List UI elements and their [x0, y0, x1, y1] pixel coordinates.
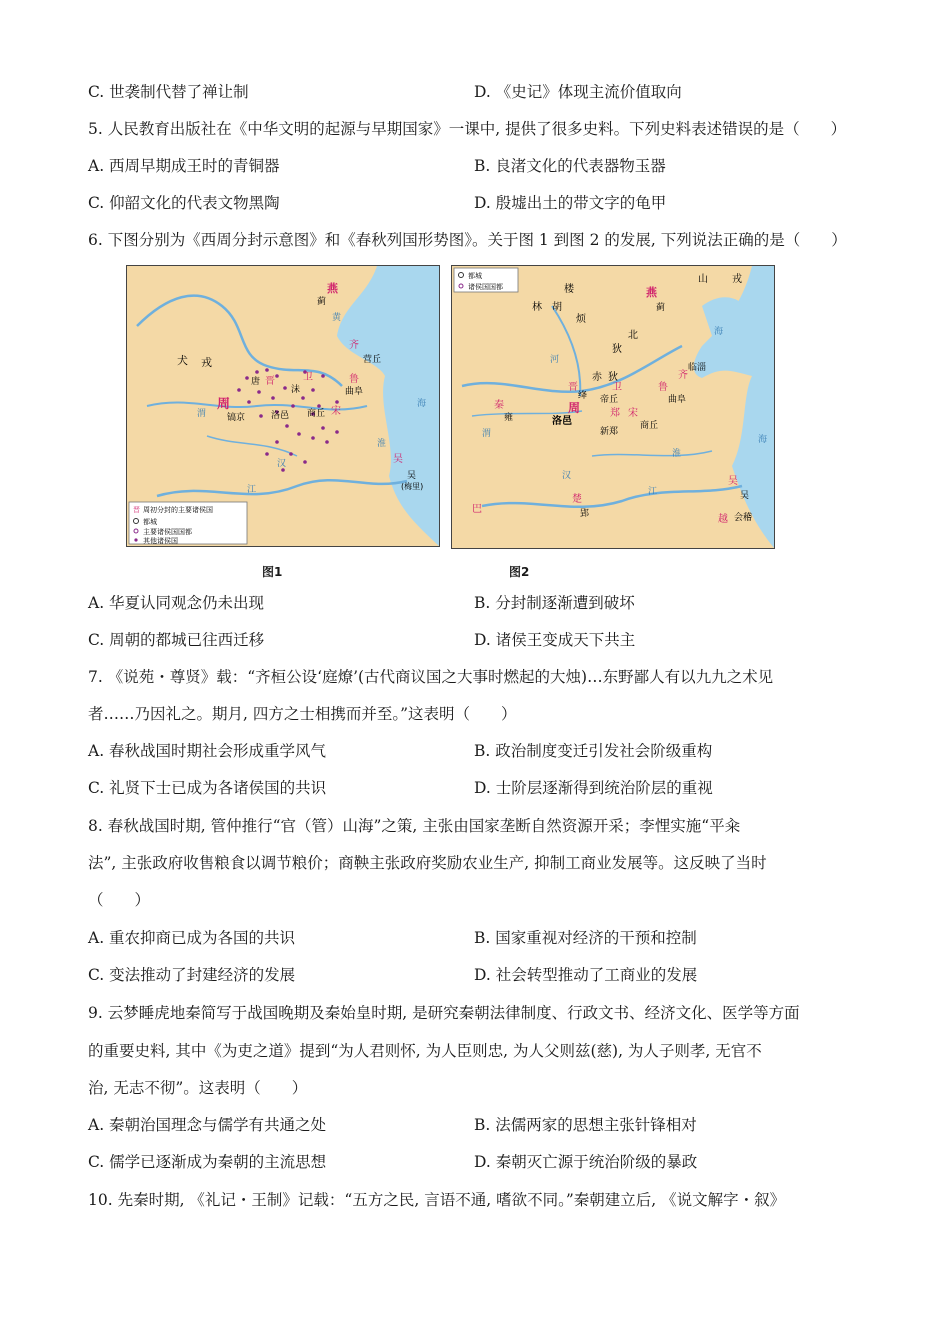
fig1-minor-state-dot [321, 374, 325, 378]
q8-stem-line-2: 法”, 主张政府收售粮食以调节粮价；商鞅主张政府奖励农业生产, 抑制工商业发展等。这反映了当时 [88, 854, 767, 872]
fig2-label: 烦 [576, 314, 586, 325]
fig2-label: 周 [568, 401, 581, 415]
fig1-legend-item: 都城 [143, 518, 157, 526]
fig1-label: 唐 [251, 377, 261, 387]
fig2-label: 郑 [610, 408, 620, 419]
fig1-label: 晋 [265, 376, 275, 387]
fig2-label: 吴 [740, 491, 750, 501]
q7-stem-line-2: 者……乃因礼之。期月, 四方之士相携而并至。”这表明（ ） [88, 705, 517, 723]
fig1-minor-state-dot [283, 386, 287, 390]
q8-option-a: A. 重农抑商已成为各国的共识 [88, 929, 296, 947]
fig2-label: 秦 [494, 400, 504, 411]
q6-stem: 6. 下图分别为《西周分封示意图》和《春秋列国形势图》。关于图 1 到图 2 的发展, 下列说法正确的是（ ） [88, 231, 847, 249]
q4-option-c: C. 世袭制代替了禅让制 [88, 83, 249, 101]
fig2-label: 越 [718, 514, 728, 525]
q5-option-c: C. 仰韶文化的代表文物黑陶 [88, 194, 280, 212]
q9-stem-line-2: 的重要史料, 其中《为吏之道》提到“为人君则怀, 为人臣则忠, 为人父则兹(慈), 为人子则孝, 无官不 [88, 1042, 762, 1060]
fig2-label: 晋 [568, 382, 578, 393]
q9-option-b: B. 法儒两家的思想主张针锋相对 [474, 1116, 697, 1134]
fig1-minor-state-dot [247, 400, 251, 404]
fig1-minor-state-dot [265, 452, 269, 456]
fig2-label: 戎 [732, 274, 742, 285]
q9-option-a: A. 秦朝治国理念与儒学有共通之处 [88, 1116, 327, 1134]
fig2-label: 雍 [504, 413, 514, 423]
fig2-label: 会稽 [734, 513, 753, 523]
q8-option-c: C. 变法推动了封建经济的发展 [88, 966, 296, 984]
q7-stem-line-1: 7. 《说苑・尊贤》载：“齐桓公设‘庭燎’(古代商议国之大事时燃起的大烛)…东野鄙人有以九九之术见 [88, 668, 774, 686]
q8-option-b: B. 国家重视对经济的干预和控制 [474, 929, 697, 947]
fig2-label: 新郑 [600, 427, 619, 437]
q9-option-d: D. 秦朝灭亡源于统治阶级的暴政 [474, 1153, 698, 1171]
fig2-label: 宋 [628, 408, 638, 419]
q5-option-a: A. 西周早期成王时的青铜器 [88, 157, 280, 175]
fig2-label: 淮 [672, 449, 682, 459]
fig1-minor-state-dot [285, 424, 289, 428]
fig1-label: 燕 [327, 282, 338, 295]
fig2-label: 临淄 [688, 363, 707, 373]
fig1-label: 曲阜 [345, 387, 364, 397]
q7-option-c: C. 礼贤下士已成为各诸侯国的共识 [88, 779, 327, 797]
fig2-label: 商丘 [640, 421, 659, 431]
fig1-legend-item: 主要诸侯国国都 [143, 528, 192, 536]
fig1-label: 镐京 [227, 413, 246, 423]
q6-option-a: A. 华夏认同观念仍未出现 [88, 594, 265, 612]
fig1-minor-state-dot [301, 396, 305, 400]
q6-option-d: D. 诸侯王变成天下共主 [474, 631, 636, 649]
q6-option-c: C. 周朝的都城已往西迁移 [88, 631, 265, 649]
fig2-label: 曲阜 [668, 395, 687, 405]
fig2-label: 河 [550, 355, 560, 365]
fig1-label: 营丘 [363, 355, 382, 365]
fig1-minor-state-dot [255, 370, 259, 374]
fig2-label: 卫 [612, 382, 622, 393]
q5-option-b: B. 良渚文化的代表器物玉器 [474, 157, 666, 175]
figure-1-caption: 图1 [262, 565, 283, 579]
fig1-label: 商丘 [307, 409, 326, 419]
fig1-label: 吴 [407, 471, 417, 481]
q4-option-d: D. 《史记》体现主流价值取向 [474, 83, 682, 101]
q7-option-d: D. 士阶层逐渐得到统治阶层的重视 [474, 779, 713, 797]
fig1-label: 海 [417, 399, 427, 409]
fig2-label: 洛邑 [552, 416, 572, 427]
fig1-minor-state-dot [265, 368, 269, 372]
q9-stem-line-3: 治, 无志不彻”。这表明（ ） [88, 1079, 308, 1097]
fig1-label: (梅里) [401, 482, 424, 491]
fig1-minor-state-dot [271, 396, 275, 400]
fig1-minor-state-dot [289, 452, 293, 456]
fig2-label: 楼 [564, 284, 574, 295]
q5-stem: 5. 人民教育出版社在《中华文明的起源与早期国家》一课中, 提供了很多史料。下列史料表述错误的是（ ） [88, 120, 847, 138]
fig2-label: 狄 [608, 372, 618, 383]
fig1-label: 黄 [332, 313, 342, 323]
fig1-label: 吴 [393, 454, 403, 465]
q7-option-b: B. 政治制度变迁引发社会阶级重构 [474, 742, 713, 760]
fig1-minor-state-dot [325, 440, 329, 444]
fig1-legend-item: 周初分封的主要诸侯国 [143, 506, 213, 514]
q5-option-d: D. 殷墟出土的带文字的龟甲 [474, 194, 667, 212]
q8-option-d: D. 社会转型推动了工商业的发展 [474, 966, 698, 984]
fig1-label: 卫 [303, 372, 313, 383]
fig1-label: 淮 [377, 439, 387, 449]
fig2-label: 林 [532, 302, 542, 313]
figure-2-caption: 图2 [509, 565, 530, 579]
fig2-label: 海 [714, 327, 724, 337]
fig1-label: 蓟 [317, 297, 327, 307]
svg-text:晋: 晋 [133, 506, 140, 514]
fig2-label: 齐 [678, 370, 688, 381]
figure-1-map [126, 265, 440, 547]
fig2-label: 北 [628, 330, 638, 341]
q9-option-c: C. 儒学已逐渐成为秦朝的主流思想 [88, 1153, 327, 1171]
fig2-label: 山 [698, 274, 708, 285]
fig2-label: 巴 [472, 504, 482, 515]
fig2-label: 狄 [612, 344, 622, 355]
fig1-legend-item: 其他诸侯国 [143, 537, 178, 545]
fig2-label: 楚 [572, 494, 582, 505]
fig1-label: 江 [247, 485, 257, 495]
fig2-legend-item: 都城 [468, 272, 482, 280]
fig1-label: 周 [217, 397, 231, 412]
fig1-minor-state-dot [297, 432, 301, 436]
fig1-minor-state-dot [311, 388, 315, 392]
fig2-label: 蓟 [656, 303, 666, 313]
fig2-label: 胡 [552, 302, 562, 313]
fig1-minor-state-dot [237, 388, 241, 392]
fig1-minor-state-dot [317, 404, 321, 408]
fig1-label: 鲁 [349, 374, 359, 385]
fig2-label: 吴 [728, 476, 738, 487]
fig2-label: 帝丘 [600, 395, 619, 405]
fig1-label: 戎 [201, 356, 212, 369]
fig2-label: 海 [758, 435, 768, 445]
fig1-minor-state-dot [245, 376, 249, 380]
fig1-minor-state-dot [303, 460, 307, 464]
fig2-label: 鲁 [658, 382, 668, 393]
fig2-label: 江 [648, 487, 658, 497]
fig1-label: 汉 [277, 459, 287, 469]
fig2-label: 燕 [646, 286, 657, 299]
fig1-legend [129, 502, 247, 545]
fig1-minor-state-dot [275, 374, 279, 378]
fig2-label: 赤 [592, 372, 602, 383]
fig1-label: 宋 [331, 406, 341, 417]
fig1-minor-state-dot [335, 430, 339, 434]
fig1-label: 渭 [197, 409, 207, 419]
q9-stem-line-1: 9. 云梦睡虎地秦简写于战国晚期及秦始皇时期, 是研究秦朝法律制度、行政文书、经济文化、医学等方面 [88, 1004, 800, 1022]
fig1-minor-state-dot [335, 400, 339, 404]
fig2-label: 郢 [580, 509, 590, 519]
q6-option-b: B. 分封制逐渐遭到破坏 [474, 594, 635, 612]
fig2-legend-item: 诸侯国国都 [468, 283, 503, 291]
figure-2-map [451, 265, 775, 549]
fig1-minor-state-dot [311, 436, 315, 440]
q7-option-a: A. 春秋战国时期社会形成重学风气 [88, 742, 327, 760]
fig2-label: 渭 [482, 429, 492, 439]
fig1-label: 洛邑 [271, 411, 290, 421]
fig1-minor-state-dot [257, 390, 261, 394]
q8-stem-line-3: （ ） [88, 891, 151, 909]
q8-stem-line-1: 8. 春秋战国时期, 管仲推行“官（管）山海”之策, 主张由国家垄断自然资源开采；李悝实施“平籴 [88, 817, 741, 835]
fig1-minor-state-dot [275, 440, 279, 444]
fig2-label: 汉 [562, 471, 572, 481]
fig2-legend [454, 268, 518, 292]
fig2-label: 绛 [578, 391, 588, 401]
fig1-minor-state-dot [291, 404, 295, 408]
fig1-label: 犬 [177, 354, 188, 367]
fig1-minor-state-dot [321, 426, 325, 430]
fig1-label: 齐 [349, 340, 359, 351]
fig1-label: 沬 [291, 385, 301, 395]
q10-stem-line-1: 10. 先秦时期, 《礼记・王制》记载：“五方之民, 言语不通, 嗜欲不同。”秦朝建立后, 《说文解字・叙》 [88, 1191, 786, 1209]
fig1-minor-state-dot [259, 414, 263, 418]
